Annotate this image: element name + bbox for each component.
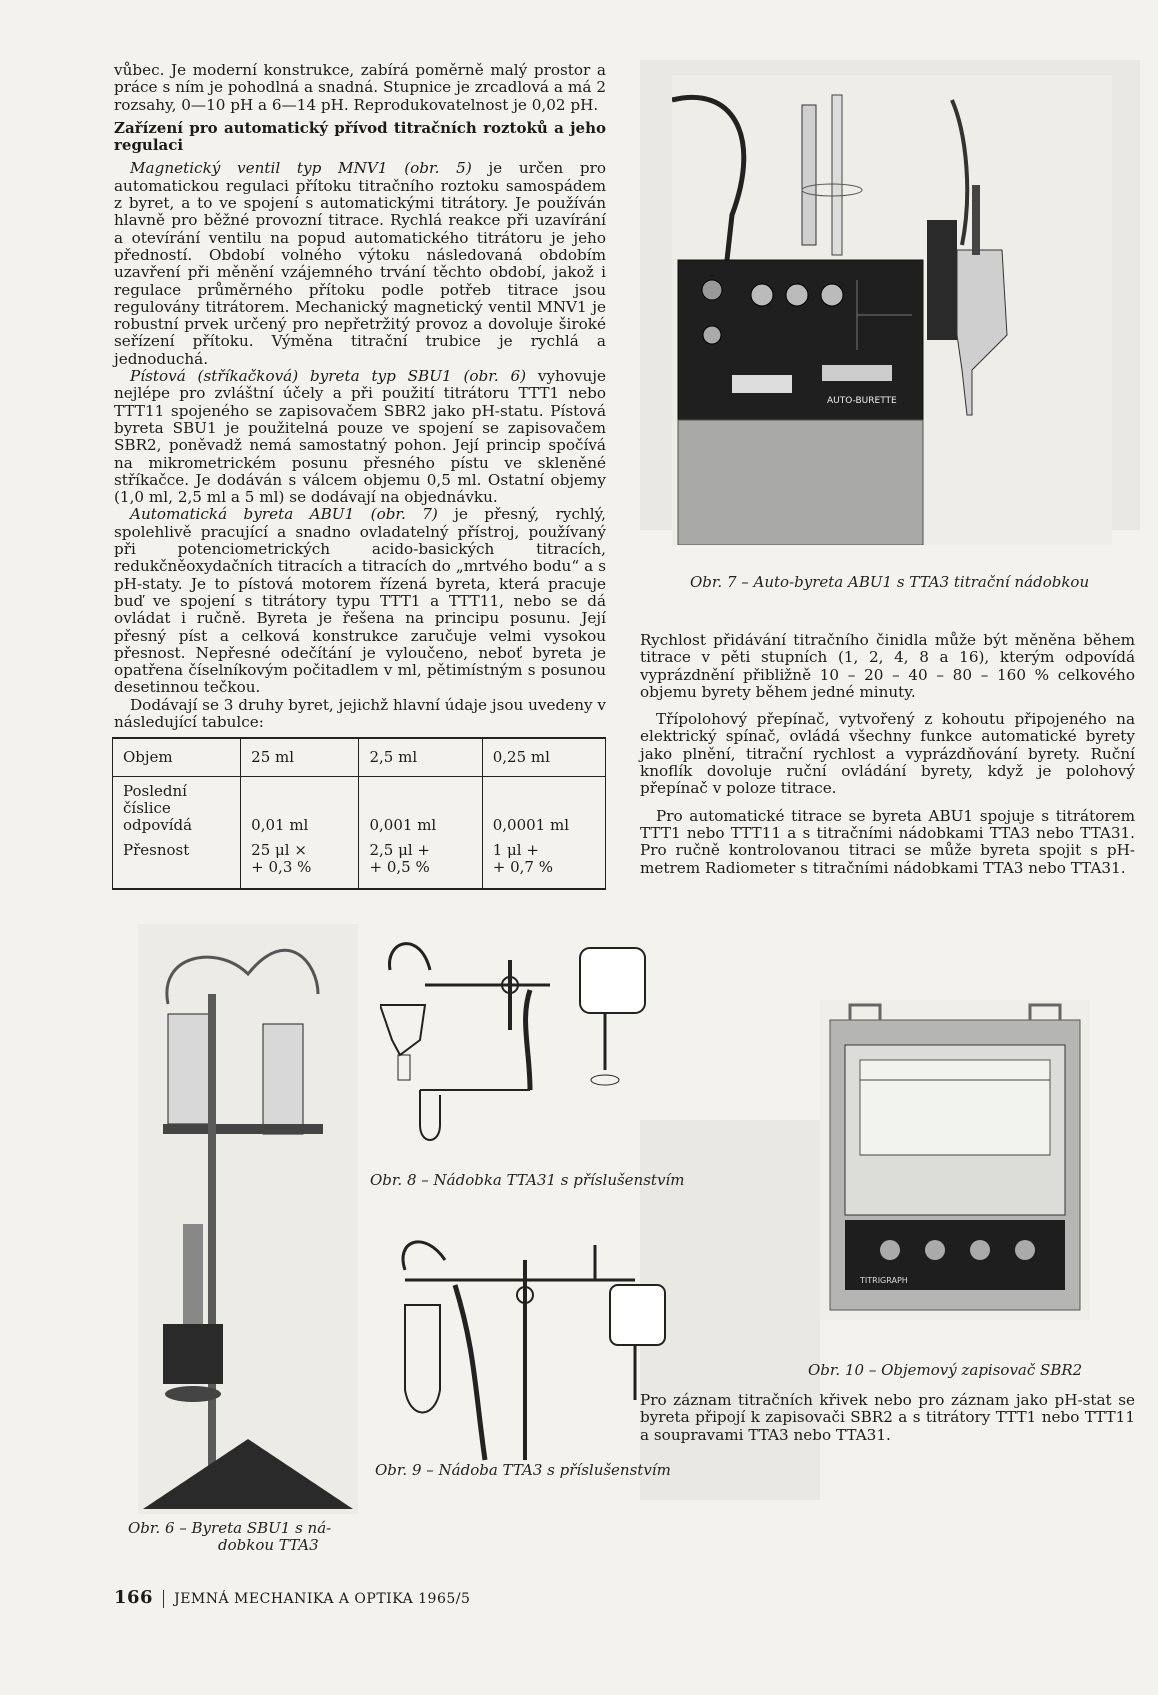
right-column-bottom: [640, 1392, 1135, 1444]
figure-9-caption: Obr. 9 – Nádoba TTA3 s příslušenstvím: [375, 1461, 671, 1479]
table-cell: 25 ml: [241, 738, 359, 777]
paragraph: Pro záznam titračních křivek nebo pro záznam jako pH-stat se byreta připojí k zapisovači SBR2 a s titrátory TTT1 nebo TTT11 a soupravami TTA3 nebo TTA31.: [640, 1391, 1135, 1444]
journal-name: JEMNÁ MECHANIKA A OPTIKA 1965/5: [174, 1591, 471, 1607]
paragraph: Pro automatické titrace se byreta ABU1 spojuje s titrátorem TTT1 nebo TTT11 a s titračními nádobkami TTA3 nebo TTA31. Pro ručně kontrolovanou titraci se může byreta spojit s pH-metrem Radiometer s titračními nádobkami TTA3 nebo TTA31.: [640, 806, 1135, 877]
table-cell: Objem: [113, 738, 241, 777]
panel-label: TITRIGRAPH: [860, 1276, 908, 1285]
sbu1-burette-photo: [138, 924, 358, 1514]
section-heading: Zařízení pro automatický přívod titračních roztoků a jeho regulaci: [114, 118, 606, 155]
panel-label: AUTO-BURETTE: [827, 396, 897, 406]
divider: [163, 1590, 164, 1608]
right-column: [640, 632, 1135, 877]
table-cell: Přesnost: [113, 836, 241, 889]
table-cell: 2,5 μl + + 0,5 %: [359, 836, 482, 889]
table-cell: 0,01 ml: [241, 777, 359, 837]
paragraph: vůbec. Je moderní konstrukce, zabírá poměrně malý prostor a práce s ním je pohodlná a snadná. Stupnice je zrcadlová a má 2 rozsahy, 0—10 pH a 6—14 pH. Reprodukovatelnost je 0,02 pH.: [114, 61, 606, 114]
paragraph: Automatická byreta ABU1 (obr. 7) je přesný, rychlý, spolehlivě pracující a snadno ovladatelný přístroj, používaný při potenciometrických acido-basických titracích, redukčněoxydačních titracích a titracích do „mrtvého bodu“ a s pH-staty. Je to pístová motorem řízená byreta, která pracuje buď ve spojení s titrátory typu TTT1 a TTT11, nebo se dá ovládat i ručně. Byreta je řešena na principu posunu. Její přesný píst a celková konstrukce zaručuje velmi vysokou přesnost. Nepřesné odečítání je vyloučeno, neboť byreta je opatřena číselníkovým počitadlem v ml, pětimístným s posunou desetinnou tečkou.: [114, 505, 606, 697]
tta31-vessel-drawing: [380, 930, 680, 1155]
table-cell: 2,5 ml: [359, 738, 482, 777]
paragraph: Dodávají se 3 druhy byret, jejichž hlavní údaje jsou uvedeny v následující tabulce:: [114, 695, 606, 731]
paragraph: Rychlost přidávání titračního činidla může být měněna během titrace v pěti stupních (1, 2, 4, 8 a 16), kterým odpovídá vyprázdnění přibližně 10 – 20 – 40 – 80 – 160 % celkového objemu byrety během jedné minuty.: [640, 631, 1135, 701]
figure-6-caption: Obr. 6 – Byreta SBU1 s ná- dobkou TTA3: [128, 1519, 332, 1554]
paragraph: Pístová (stříkačková) byreta typ SBU1 (obr. 6) vyhovuje nejlépe pro zvláštní účely a při použití titrátoru TTT1 nebo TTT11 spojeného se zapisovačem SBR2 jako pH-statu. Pístová byreta SBU1 je použitelná pouze ve spojení se zapisovačem SBR2, poněvadž nemá samostatný pohon. Její princip spočívá na mikrometrickém posunu přesného pístu ve skleněné stříkačce. Je dodáván s válcem objemu 0,5 ml. Ostatní objemy (1,0 ml, 2,5 ml a 5 ml) se dodávají na objednávku.: [114, 367, 607, 507]
left-column: [114, 62, 606, 731]
table-row: [113, 738, 606, 777]
figure-8-caption: Obr. 8 – Nádobka TTA31 s příslušenstvím: [370, 1171, 685, 1189]
table-cell: 0,25 ml: [482, 738, 605, 777]
table-cell: 1 μl + + 0,7 %: [482, 836, 605, 889]
table-cell: 0,001 ml: [359, 777, 482, 837]
burette-spec-table: [112, 737, 606, 890]
auto-burette-photo: [672, 75, 1112, 545]
page-footer: [114, 1587, 470, 1608]
page-number: 166: [114, 1587, 154, 1608]
table-row: [113, 777, 606, 837]
sbr2-recorder-photo: [820, 1000, 1090, 1320]
table-cell: Poslední číslice odpovídá: [113, 777, 241, 837]
table-cell: 0,0001 ml: [482, 777, 605, 837]
paragraph: Třípolohový přepínač, vytvořený z kohoutu připojeného na elektrický spínač, ovládá všechny funkce automatické byrety jako plnění, titrační rychlost a vyprázdňování byrety. Ruční knoflík dovoluje ruční ovládání byrety, když je polohový přepínač v poloze titrace.: [640, 710, 1135, 798]
paragraph: Magnetický ventil typ MNV1 (obr. 5) je určen pro automatickou regulaci přítoku titračního roztoku samospádem z byret, a to ve spojení s automatickými titrátory. Je používán hlavně pro běžné provozní titrace. Rychlá reakce při uzavírání a otevírání ventilu na popud automatického titrátoru je jeho předností. Období volného výtoku následovaná obdobím uzavření při měnění vzájemného trvání těchto období, jakož i regulace průměrného přítoku podle potřeb titrace jsou regulovány titrátorem. Mechanický magnetický ventil MNV1 je robustní prvek určený pro nepřetržitý provoz a dovoluje široké seřízení přítoku. Výměna titrační trubice je rychlá a jednoduchá.: [114, 159, 607, 368]
figure-10-caption: Obr. 10 – Objemový zapisovač SBR2: [808, 1361, 1083, 1379]
figure-7-caption: Obr. 7 – Auto-byreta ABU1 s TTA3 titrační nádobkou: [690, 573, 1090, 591]
table-cell: 25 μl × + 0,3 %: [241, 836, 359, 889]
table-row: [113, 836, 606, 889]
